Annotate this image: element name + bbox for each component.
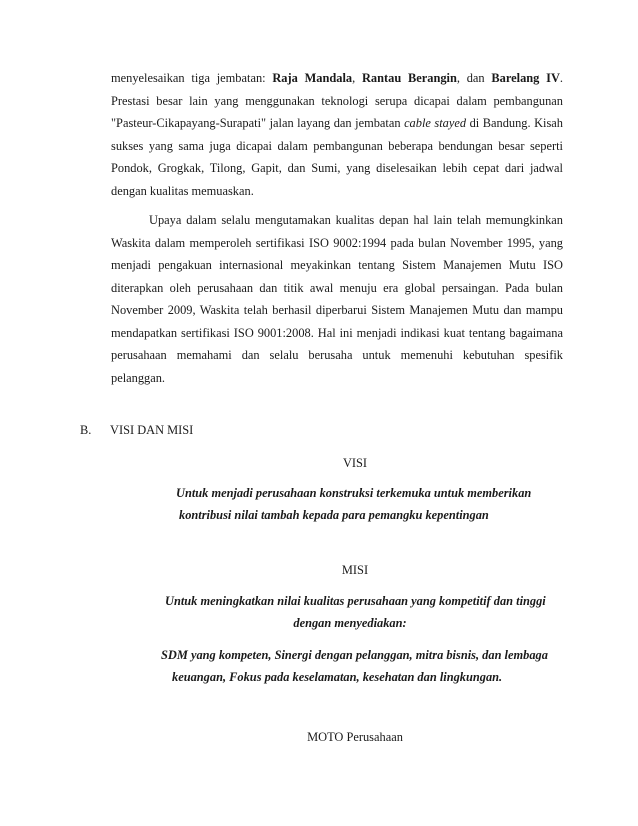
section-heading — [80, 423, 193, 438]
term-cable-stayed: cable stayed — [404, 116, 467, 130]
bridge-name-barelang: Barelang IV — [491, 71, 560, 85]
visi-line-2: kontribusi nilai tambah kepada para pemangku kepentingan — [179, 508, 489, 522]
misi-line-1: Untuk meningkatkan nilai kualitas perusahaan yang kompetitif dan tinggi — [165, 594, 546, 608]
paragraph-projects — [111, 67, 563, 202]
section-title: VISI DAN MISI — [110, 423, 194, 437]
text-run: di Bandung. Kisah sukses yang sama juga dicapai dalam pembangunan beberapa bendungan besar seperti Pondok, Grogkak, Tilong, Gapit, dan Sumi, yang diselesaikan lebih cepat dari jadwal dengan kualitas memuaskan. — [111, 116, 564, 198]
misi-line-2: dengan menyediakan: — [293, 616, 407, 630]
bridge-name-raja-mandala: Raja Mandala — [272, 71, 353, 85]
misi-line-3: SDM yang kompeten, Sinergi dengan pelanggan, mitra bisnis, dan lembaga — [161, 648, 548, 662]
misi-line-4: keuangan, Fokus pada keselamatan, kesehatan dan lingkungan. — [172, 670, 503, 684]
visi-title: VISI — [342, 456, 368, 470]
section-letter: B. — [80, 423, 92, 437]
paragraph-quality-text: Upaya dalam selalu mengutamakan kualitas depan hal lain telah memungkinkan Waskita dalam memperoleh sertifikasi ISO 9002:1994 pada bulan November 1995, yang menjadi pengakuan internasional meyakinkan tentang Sistem Manajemen Mutu ISO diterapkan oleh perusahaan dan titik awal menuju era global persaingan. Pada bulan November 2009, Waskita telah berhasil diperbarui Sistem Manajemen Mutu dan mampu mendapatkan sertifikasi ISO 9001:2008. Hal ini menjadi indikasi kuat tentang bagaimana perusahaan memahami dan selalu berusaha untuk memenuhi kebutuhan spesifik pelanggan. — [111, 213, 563, 385]
moto-title: MOTO Perusahaan — [307, 730, 403, 744]
paragraph-quality — [111, 209, 563, 389]
bridge-name-rantau-berangin: Rantau Berangin — [361, 71, 457, 85]
text-run: , dan — [456, 71, 492, 85]
misi-title: MISI — [341, 563, 369, 577]
text-run: , — [352, 71, 362, 85]
visi-line-1: Untuk menjadi perusahaan konstruksi terkemuka untuk memberikan — [176, 486, 532, 500]
text-run: . Prestasi besar lain yang menggunakan teknologi serupa dicapai dalam pembangunan "Pasteur-Cikapayang-Surapati" jalan layang dan jembatan — [111, 71, 564, 130]
text-run: menyelesaikan tiga jembatan: — [111, 71, 273, 85]
